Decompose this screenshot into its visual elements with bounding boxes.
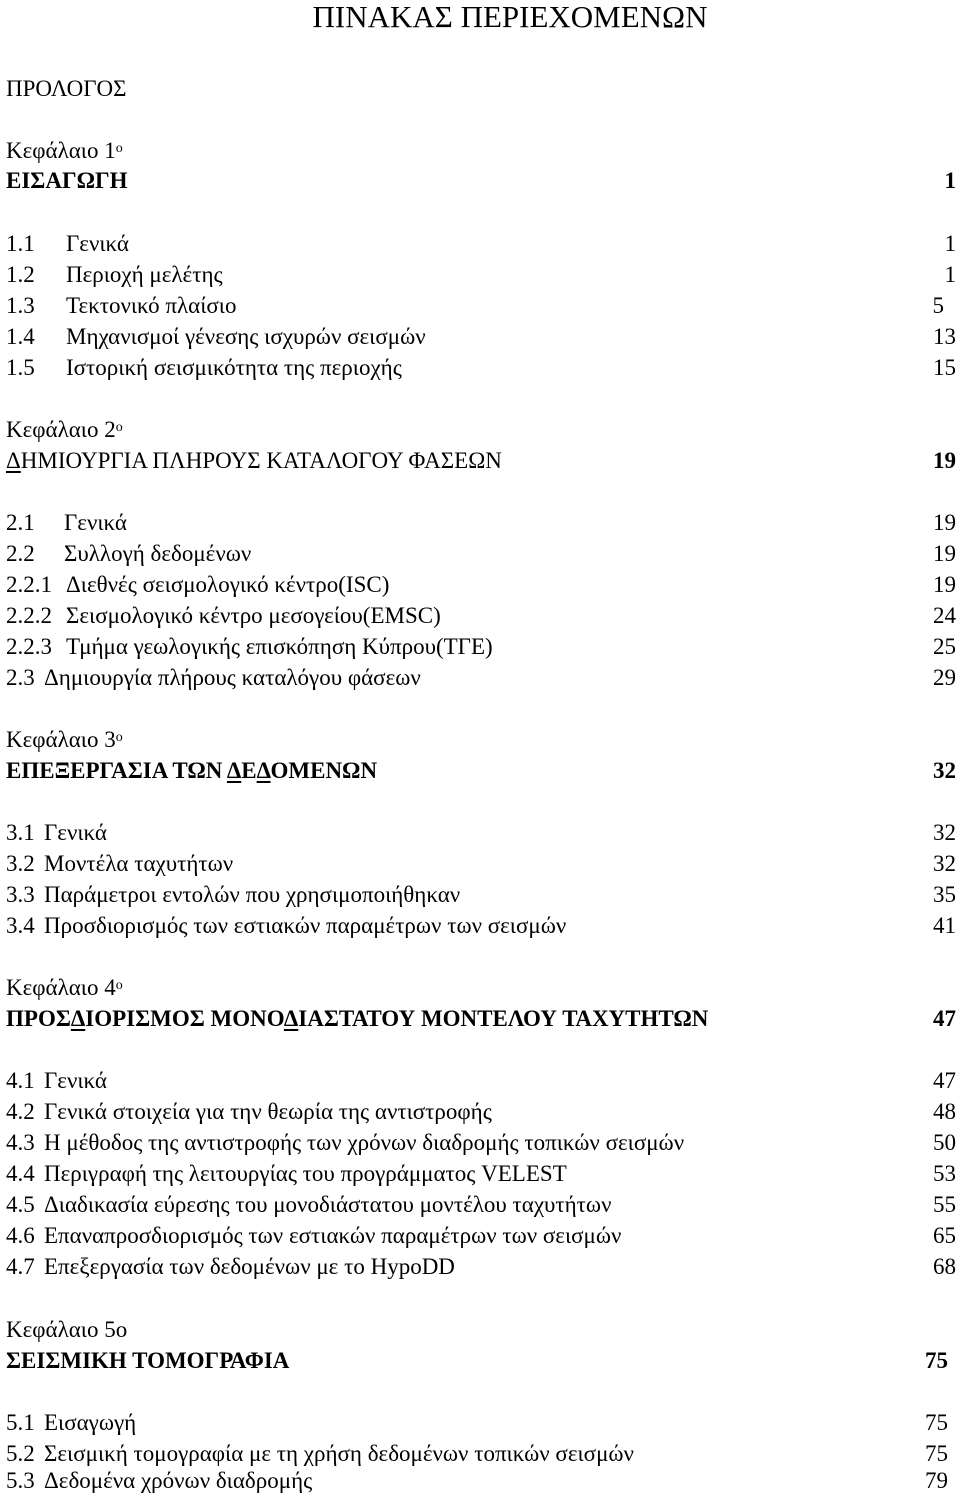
chapter-3-heading-row[interactable] [6,758,956,784]
prologue-link[interactable]: ΠΡΟΛΟΓΟΣ [6,76,127,101]
toc-entry-4-3[interactable]: 4.3 Η μέθοδος της αντιστροφής των χρόνων διαδρομής τοπικών σεισμών 50 [6,1130,956,1155]
toc-entry-2-2-1[interactable]: 2.2.1 Διεθνές σεισμολογικό κέντρο(ISC) 19 [6,572,956,597]
chapter-3-page: 32 [933,758,956,783]
chapter-1-page: 1 [944,168,956,193]
toc-entry-3-2[interactable]: 3.2 Μοντέλα ταχυτήτων 32 [6,851,956,876]
toc-entry-3-3[interactable]: 3.3 Παράμετροι εντολών που χρησιμοποιήθηκαν 35 [6,882,956,907]
toc-entry-2-2[interactable]: 2.2 Συλλογή δεδομένων 19 [6,541,956,566]
toc-entry-1-3[interactable]: 1.3 Τεκτονικό πλαίσιο 5 [6,293,944,318]
toc-entry-5-2[interactable]: 5.2 Σεισμική τομογραφία με τη χρήση δεδομένων τοπικών σεισμών 75 [6,1441,948,1466]
chapter-1-heading: ΕΙΣΑΓΩΓΗ [6,168,128,193]
chapter-1-heading-row[interactable] [6,168,956,194]
toc-entry-4-6[interactable]: 4.6 Επαναπροσδιορισμός των εστιακών παραμέτρων των σεισμών 65 [6,1223,956,1248]
chapter-1-label: Κεφάλαιο $1^o$ [6,138,123,163]
toc-entry-1-1[interactable]: 1.1 Γενικά 1 [6,231,956,256]
toc-entry-1-4[interactable]: 1.4 Μηχανισμοί γένεσης ισχυρών σεισμών 13 [6,324,956,349]
chapter-4-label: Κεφάλαιο $4^o$ [6,975,123,1000]
page-title: ΠΙΝΑΚΑΣ ΠΕΡΙΕΧΟΜΕΝΩΝ [312,0,708,34]
chapter-5-heading: ΣΕΙΣΜΙΚΗ ΤΟΜΟΓΡΑΦΙΑ [6,1348,290,1373]
chapter-4-heading-row[interactable] [6,1006,956,1032]
chapter-3-heading: ΕΠΕΞΕΡΓΑΣΙΑ ΤΩΝ ΔΕΔΟΜΕΝΩΝ [6,758,378,783]
toc-entry-2-3[interactable]: 2.3 Δημιουργία πλήρους καταλόγου φάσεων 29 [6,665,956,690]
chapter-5-heading-row[interactable] [6,1348,956,1374]
toc-entry-5-3[interactable]: 5.3 Δεδομένα χρόνων διαδρομής 79 [6,1468,948,1493]
toc-entry-4-7[interactable]: 4.7 Επεξεργασία των δεδομένων με το HypoDD 68 [6,1254,956,1279]
toc-entry-4-1[interactable]: 4.1 Γενικά 47 [6,1068,956,1093]
chapter-2-heading-row[interactable] [6,448,956,474]
toc-entry-5-1[interactable]: 5.1 Εισαγωγή 75 [6,1410,948,1435]
toc-entry-2-2-3[interactable]: 2.2.3 Τμήμα γεωλογικής επισκόπηση Κύπρου(ΤΓΕ) 25 [6,634,956,659]
toc-entry-4-4[interactable]: 4.4 Περιγραφή της λειτουργίας του προγράμματος VELEST 53 [6,1161,956,1186]
chapter-4-heading: ΠΡΟΣΔΙΟΡΙΣΜΟΣ ΜΟΝΟΔΙΑΣΤΑΤΟΥ ΜΟΝΤΕΛΟΥ ΤΑΧΥΤΗΤΩΝ [6,1006,709,1031]
toc-entry-4-2[interactable]: 4.2 Γενικά στοιχεία για την θεωρία της αντιστροφής 48 [6,1099,956,1124]
chapter-2-page: 19 [933,448,956,473]
toc-entry-1-5[interactable]: 1.5 Ιστορική σεισμικότητα της περιοχής 15 [6,355,956,380]
chapter-2-heading: ΔΗΜΙΟΥΡΓΙΑ ΠΛΗΡΟΥΣ ΚΑΤΑΛΟΓΟΥ ΦΑΣΕΩΝ [6,448,502,473]
chapter-4-page: 47 [933,1006,956,1031]
toc-entry-3-4[interactable]: 3.4 Προσδιορισμός των εστιακών παραμέτρων των σεισμών 41 [6,913,956,938]
toc-entry-1-2[interactable]: 1.2 Περιοχή μελέτης 1 [6,262,956,287]
toc-entry-4-5[interactable]: 4.5 Διαδικασία εύρεσης του μονοδιάστατου μοντέλου ταχυτήτων 55 [6,1192,956,1217]
toc-entry-2-2-2[interactable]: 2.2.2 Σεισμολογικό κέντρο μεσογείου(EMSC) 24 [6,603,956,628]
chapter-3-label: Κεφάλαιο $3^o$ [6,727,123,752]
chapter-2-label: Κεφάλαιο $2^o$ [6,417,123,442]
toc-entry-3-1[interactable]: 3.1 Γενικά 32 [6,820,956,845]
toc-entry-2-1[interactable]: 2.1 Γενικά 19 [6,510,956,535]
chapter-5-page: 75 [925,1348,948,1373]
chapter-5-label: Κεφάλαιο 5ο [6,1317,128,1342]
